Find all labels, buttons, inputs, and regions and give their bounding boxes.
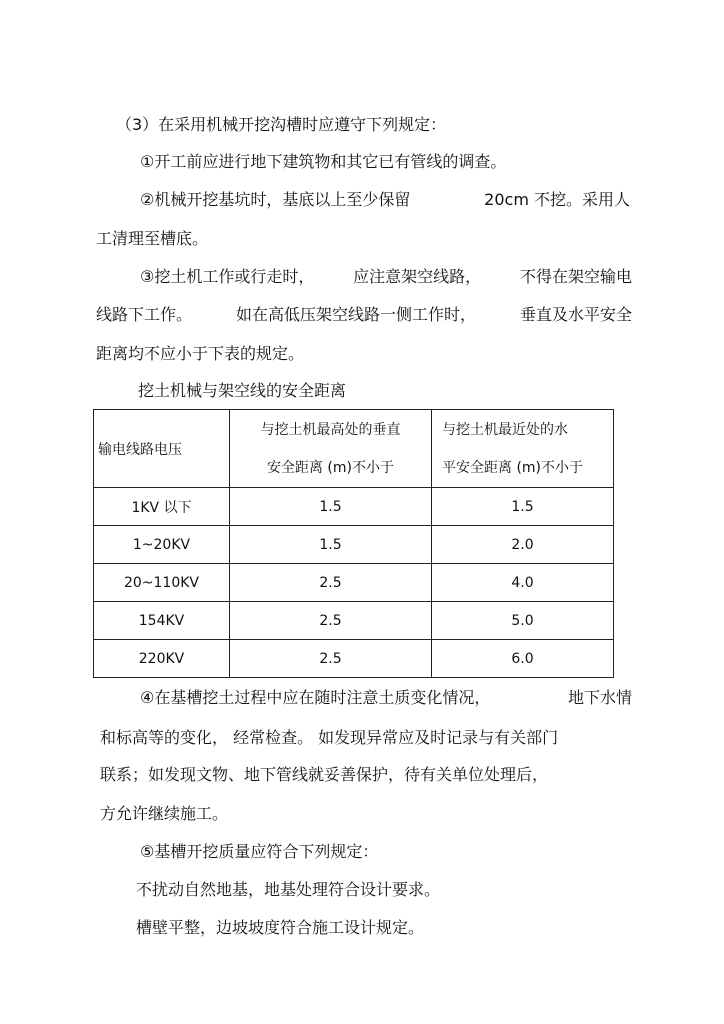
header-voltage: 输电线路电压 xyxy=(94,410,230,488)
cell-voltage: 220KV xyxy=(94,640,230,678)
table-row xyxy=(94,640,614,678)
item-1-text: ①开工前应进行地下建筑物和其它已有管线的调查。 xyxy=(140,152,507,171)
section-heading: （3）在采用机械开挖沟槽时应遵守下列规定： xyxy=(116,115,447,134)
cell-vertical: 1.5 xyxy=(230,526,432,564)
cell-vertical: 2.5 xyxy=(230,602,432,640)
header-vertical xyxy=(230,410,432,488)
table-row xyxy=(94,602,614,640)
item-4-line-1-part-b: 地下水情 xyxy=(567,688,632,707)
header-horizontal xyxy=(432,410,614,488)
cell-horizontal: 2.0 xyxy=(432,526,614,564)
item-3-line-1-part-a: ③挖土机工作或行走时， xyxy=(140,267,315,286)
item-2-line-2: 工清理至槽底。 xyxy=(96,229,209,248)
cell-vertical: 2.5 xyxy=(230,564,432,602)
item-4-line-2: 和标高等的变化， 经常检查。 如发现异常应及时记录与有关部门 xyxy=(100,728,559,747)
item-3-line-2-part-a: 线路下工作。 xyxy=(96,305,193,324)
item-3-line-2-part-c: 垂直及水平安全 xyxy=(519,305,632,324)
cell-horizontal: 4.0 xyxy=(432,564,614,602)
item-3-line-1-part-b: 应注意架空线路， xyxy=(353,267,482,286)
item-4-line-4: 方允许继续施工。 xyxy=(100,804,229,823)
item-5-requirement-b: 槽壁平整，边坡坡度符合施工设计规定。 xyxy=(136,918,425,937)
item-2-line-1 xyxy=(140,189,630,211)
cell-horizontal: 1.5 xyxy=(432,488,614,526)
item-2-line-1-part-a: ②机械开挖基坑时，基底以上至少保留 xyxy=(140,190,411,209)
item-3-line-1 xyxy=(140,266,632,288)
cell-horizontal: 6.0 xyxy=(432,640,614,678)
cell-voltage: 154KV xyxy=(94,602,230,640)
header-horizontal-line-2: 平安全距离 (m)不小于 xyxy=(442,459,584,476)
safety-distance-table xyxy=(93,409,614,678)
cell-voltage: 1~20KV xyxy=(94,526,230,564)
item-4-line-1 xyxy=(140,687,632,709)
table-header-row xyxy=(94,410,614,488)
item-3-line-3: 距离均不应小于下表的规定。 xyxy=(96,344,305,363)
item-5-requirement-a: 不扰动自然地基，地基处理符合设计要求。 xyxy=(136,880,441,899)
item-3-line-1-part-c: 不得在架空输电 xyxy=(519,267,632,286)
table-caption: 挖土机械与架空线的安全距离 xyxy=(138,381,347,400)
cell-voltage: 20~110KV xyxy=(94,564,230,602)
table-row xyxy=(94,564,614,602)
cell-vertical: 2.5 xyxy=(230,640,432,678)
header-vertical-line-2: 安全距离 (m)不小于 xyxy=(266,459,394,476)
item-2-line-1-part-b: 20cm 不挖。采用人 xyxy=(484,190,630,209)
item-3-line-2-part-b: 如在高低压架空线路一侧工作时， xyxy=(235,305,476,324)
item-4-line-1-part-a: ④在基槽挖土过程中应在随时注意土质变化情况， xyxy=(140,688,491,707)
table-row xyxy=(94,488,614,526)
cell-horizontal: 5.0 xyxy=(432,602,614,640)
header-vertical-line-1: 与挖土机最高处的垂直 xyxy=(260,421,401,438)
item-3-line-2 xyxy=(96,304,632,326)
header-horizontal-line-1: 与挖土机最近处的水 xyxy=(442,421,568,438)
cell-vertical: 1.5 xyxy=(230,488,432,526)
item-5-heading: ⑤基槽开挖质量应符合下列规定： xyxy=(140,842,379,861)
table-row xyxy=(94,526,614,564)
cell-voltage: 1KV 以下 xyxy=(94,488,230,526)
item-4-line-3: 联系；如发现文物、地下管线就妥善保护，待有关单位处理后， xyxy=(100,765,549,784)
